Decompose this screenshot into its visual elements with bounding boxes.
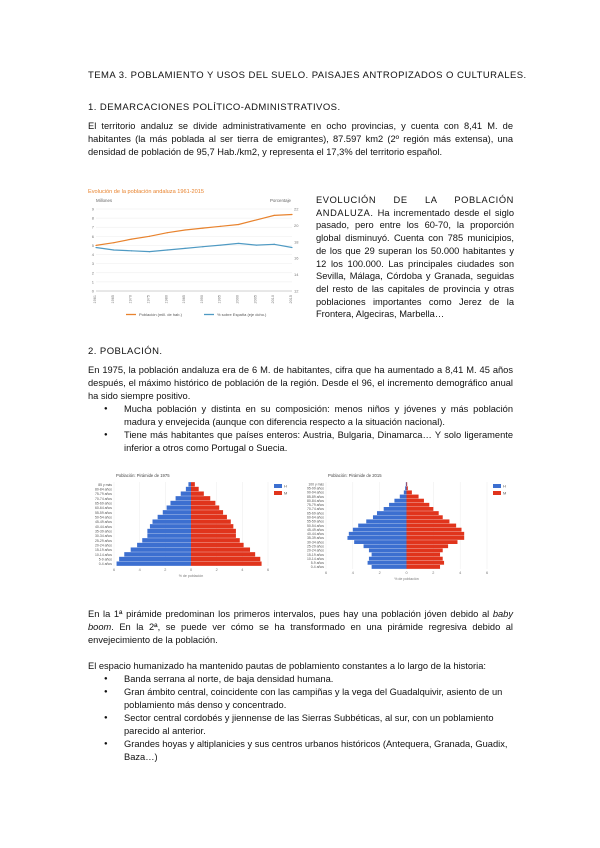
- bar-female: [191, 547, 250, 551]
- y-axis-left-label: Millones: [96, 198, 113, 203]
- bar-female: [407, 524, 457, 528]
- legend-swatch-male: [493, 484, 501, 488]
- category-label: 0-4 años: [310, 565, 324, 570]
- bar-male: [124, 552, 191, 556]
- bar-female: [191, 561, 262, 565]
- legend-label-female: M: [284, 490, 288, 496]
- bar-female: [407, 507, 434, 511]
- legend-label-male: H: [503, 483, 506, 489]
- bar-female: [191, 543, 244, 547]
- evolution-paragraph: [316, 194, 514, 321]
- category-label: 50-54 años: [307, 523, 324, 528]
- bar-male: [372, 553, 407, 557]
- list-item: ● Gran ámbito central, coincidente con las campiñas y la vega del Guadalquivir, asiento de un poblamiento más denso y concentrado.: [102, 686, 513, 712]
- bar-female: [407, 544, 449, 548]
- category-label: 85-89 años: [307, 494, 324, 499]
- bar-female: [191, 501, 215, 505]
- bar-female: [191, 538, 240, 542]
- section2-body: [88, 364, 513, 455]
- bar-male: [176, 496, 191, 500]
- category-label: 70-74 años: [95, 496, 112, 501]
- bar-male: [142, 538, 191, 542]
- data-point: [256, 244, 257, 245]
- data-point: [291, 247, 292, 248]
- bar-female: [191, 552, 255, 556]
- category-label: 35-39 años: [95, 529, 112, 534]
- legend-label: % sobre España (eje dcho.): [217, 312, 267, 317]
- bar-male: [186, 487, 191, 491]
- category-label: 5-9 años: [310, 561, 324, 566]
- x-tick-label: 1985: [182, 295, 187, 304]
- category-label: 100 y más: [308, 482, 324, 487]
- settlement-bullet-list: [102, 673, 513, 764]
- legend-label: Población (mill. de hab.): [139, 312, 182, 317]
- category-label: 55-59 años: [307, 519, 324, 524]
- bar-male: [394, 499, 406, 503]
- section2-paragraph: En 1975, la población andaluza era de 6 M. de habitantes, cifra que ha aumentado a 8,41 M. 45 años después, el máximo histórico de población de la región. Desde el 96, el incremento demográfico anual ha sido siempre positivo.: [88, 365, 513, 401]
- x-tick-label: 2: [215, 568, 218, 572]
- population-pyramid-2015: [296, 470, 521, 585]
- chart-title: Población: Pirámide de 1975: [116, 473, 170, 478]
- pyramids-text-part1: En la 1ª pirámide predominan los primeros intervalos, pues hay una población jóven debido al: [88, 609, 493, 619]
- x-tick-label: 2: [164, 568, 167, 572]
- section1-heading: 1. DEMARCACIONES POLÍTICO-ADMINISTRATIVOS.: [88, 102, 341, 113]
- data-point: [256, 219, 257, 220]
- x-tick-label: 1961: [93, 295, 97, 304]
- settlement-section: [88, 660, 513, 764]
- x-tick-label: 1980: [164, 295, 169, 304]
- bar-male: [119, 557, 191, 561]
- category-label: 85 y más: [98, 482, 112, 487]
- bar-male: [353, 528, 407, 532]
- bar-female: [407, 503, 430, 507]
- data-point: [113, 249, 114, 250]
- x-tick-label: 6: [485, 571, 489, 575]
- list-item: ● Sector central cordobés y jiennense de las Sierras Subbéticas, al sur, con un poblamiento parecido al anterior.: [102, 712, 513, 738]
- category-label: 45-49 años: [307, 527, 324, 532]
- data-point: [274, 244, 275, 245]
- category-label: 95-99 años: [307, 486, 324, 491]
- category-label: 35-39 años: [307, 536, 324, 541]
- bar-male: [349, 532, 407, 536]
- bar-female: [407, 557, 443, 561]
- x-tick-label: 0: [189, 568, 193, 572]
- chart-title: Población: Pirámide de 2015: [328, 473, 382, 478]
- category-label: 15-19 años: [307, 552, 324, 557]
- x-tick-label: 4: [138, 568, 141, 572]
- bar-male: [147, 529, 191, 533]
- section2-bullet-list: [102, 403, 513, 455]
- bar-male: [358, 524, 406, 528]
- x-tick-label: 4: [241, 568, 244, 572]
- data-point: [184, 229, 185, 230]
- x-tick-label: 6: [266, 568, 270, 572]
- y-tick-right: 14: [294, 272, 299, 278]
- x-tick-label: 0: [405, 571, 408, 575]
- y-tick-left: 0: [91, 288, 94, 294]
- category-label: 50-54 años: [95, 515, 112, 520]
- bar-female: [407, 532, 465, 536]
- x-tick-label: 2010: [271, 295, 276, 304]
- list-item: ● Tiene más habitantes que países enteros: Austria, Bulgaria, Dinamarca… Y solo ligeramente inferior a otros como Portugal o Suecia.: [102, 429, 513, 455]
- bar-female: [191, 505, 219, 509]
- category-label: 25-29 años: [307, 544, 324, 549]
- document-title: TEMA 3. POBLAMIENTO Y USOS DEL SUELO. PAISAJES ANTROPIZADOS O CULTURALES.: [88, 70, 527, 81]
- legend-label-female: M: [503, 490, 507, 496]
- bar-female: [407, 482, 408, 486]
- bar-male: [170, 501, 191, 505]
- category-label: 60-64 años: [307, 515, 324, 520]
- bar-male: [147, 533, 191, 537]
- chart-title: Evolución de la población andaluza 1961-2015: [88, 189, 205, 195]
- bar-male: [384, 507, 407, 511]
- chart-background: [86, 185, 301, 325]
- bar-female: [191, 524, 233, 528]
- data-point: [202, 228, 203, 229]
- y-tick-left: 7: [91, 224, 94, 230]
- bar-male: [188, 482, 191, 486]
- data-point: [131, 250, 132, 251]
- y-tick-right: 22: [294, 206, 299, 212]
- bar-female: [191, 533, 236, 537]
- bar-female: [407, 561, 445, 565]
- bar-female: [191, 491, 204, 495]
- bar-male: [405, 486, 406, 490]
- legend-label-male: H: [284, 483, 287, 489]
- x-axis-label: % de población: [178, 574, 204, 578]
- data-point: [220, 226, 221, 227]
- bar-male: [158, 515, 191, 519]
- category-label: 40-44 años: [95, 524, 112, 529]
- bar-male: [377, 511, 407, 515]
- section2-heading: 2. POBLACIÓN.: [88, 346, 163, 357]
- bar-male: [368, 561, 407, 565]
- data-point: [184, 248, 185, 249]
- bar-male: [373, 515, 407, 519]
- x-tick-label: 2005: [253, 295, 258, 304]
- evolution-text: Ha incrementado desde el siglo pasado, pero entre los 60-70, la proporción global disminuyó. Cuenta con 785 municipios, de los que 29 superan los 50.000 habitantes y 12 los 100.000. Las principales ciudades son Sevilla, Málaga, Córdoba y Granada, seguidas del resto de las capitales de provincia y otras poblaciones importantes como Jerez de la Frontera, Algeciras, Marbella…: [316, 207, 514, 320]
- bar-female: [407, 565, 441, 569]
- x-tick-label: 4: [459, 571, 462, 575]
- bar-male: [354, 540, 406, 544]
- bar-male: [406, 482, 407, 486]
- bar-male: [369, 557, 407, 561]
- bar-male: [163, 510, 191, 514]
- category-label: 55-59 años: [95, 510, 112, 515]
- data-point: [291, 214, 292, 215]
- data-point: [95, 247, 96, 248]
- bar-female: [407, 511, 439, 515]
- pyramids-text-part2: . En la 2ª, se puede ver cómo se ha transformado en una pirámide regresiva debido al envejecimiento de la población.: [88, 622, 513, 645]
- y-tick-right: 18: [294, 239, 299, 245]
- bar-female: [191, 557, 260, 561]
- bar-male: [404, 490, 407, 494]
- data-point: [167, 249, 168, 250]
- list-item: ● Mucha población y distinta en su composición: menos niños y jóvenes y más población madura y envejecida (aunque con diferencia respecto a la situación nacional).: [102, 403, 513, 429]
- category-label: 75-79 años: [95, 492, 112, 497]
- bar-male: [131, 547, 191, 551]
- y-tick-left: 1: [91, 279, 94, 285]
- category-label: 20-24 años: [95, 543, 112, 548]
- list-item: ● Grandes hoyas y altiplanicies y sus centros urbanos históricos (Antequera, Granada, Guadix, Baza…): [102, 738, 513, 764]
- category-label: 30-34 años: [307, 540, 324, 545]
- bar-male: [369, 548, 407, 552]
- bar-male: [137, 543, 191, 547]
- bar-female: [191, 487, 199, 491]
- data-point: [149, 236, 150, 237]
- category-label: 75-79 años: [307, 503, 324, 508]
- y-axis-right-label: Porcentaje: [270, 198, 291, 203]
- bar-female: [191, 496, 210, 500]
- bar-female: [191, 482, 195, 486]
- x-tick-label: 2015: [289, 295, 293, 304]
- category-label: 80-84 años: [307, 498, 324, 503]
- y-tick-left: 3: [91, 261, 94, 267]
- category-label: 15-19 años: [95, 548, 112, 553]
- x-tick-label: 2000: [235, 295, 240, 304]
- category-label: 80-84 años: [95, 487, 112, 492]
- category-label: 65-69 años: [307, 511, 324, 516]
- y-tick-left: 5: [91, 242, 94, 248]
- bar-female: [407, 490, 412, 494]
- bar-male: [366, 519, 406, 523]
- bar-male: [364, 544, 407, 548]
- y-tick-left: 9: [91, 206, 94, 212]
- x-tick-label: 6: [324, 571, 328, 575]
- pyramids-paragraph: [88, 608, 513, 647]
- section1-paragraph: El territorio andaluz se divide administrativamente en ocho provincias, y cuenta con 8,41 M. de habitantes (la más poblada al ser tierra de emigrantes), 87.597 km2 (2º región más extensa), una densidad de población de 95,7 Hab./km2, y representa el 17,3% del territorio español.: [88, 121, 513, 157]
- bar-male: [389, 503, 406, 507]
- bar-female: [407, 486, 408, 490]
- bar-female: [407, 515, 443, 519]
- category-label: 5-9 años: [98, 557, 112, 562]
- bar-female: [407, 548, 443, 552]
- category-label: 40-44 años: [307, 532, 324, 537]
- bar-male: [150, 524, 191, 528]
- bar-female: [407, 540, 458, 544]
- category-label: 65-69 años: [95, 501, 112, 506]
- x-tick-label: 1990: [199, 295, 204, 304]
- x-tick-label: 2: [378, 571, 381, 575]
- y-tick-left: 2: [91, 270, 94, 276]
- data-point: [238, 243, 239, 244]
- evolution-heading: EVOLUCIÓN DE LA POBLACIÓN ANDALUZA.: [316, 195, 514, 218]
- data-point: [167, 232, 168, 233]
- y-tick-left: 8: [91, 215, 94, 221]
- category-label: 25-29 años: [95, 538, 112, 543]
- category-label: 10-14 años: [95, 552, 112, 557]
- population-evolution-chart: [86, 185, 301, 325]
- x-tick-label: 6: [112, 568, 116, 572]
- bar-male: [153, 519, 192, 523]
- data-point: [202, 246, 203, 247]
- bar-female: [191, 510, 223, 514]
- bar-male: [117, 561, 191, 565]
- legend-swatch-female: [274, 491, 282, 495]
- bar-female: [407, 536, 465, 540]
- data-point: [95, 245, 96, 246]
- data-point: [131, 238, 132, 239]
- settlement-lead: El espacio humanizado ha mantenido pautas de poblamiento constantes a lo largo de la historia:: [88, 661, 486, 671]
- bar-male: [181, 491, 191, 495]
- list-item: ● Banda serrana al norte, de baja densidad humana.: [102, 673, 513, 686]
- bar-female: [407, 553, 441, 557]
- category-label: 10-14 años: [307, 556, 324, 561]
- bar-female: [407, 528, 462, 532]
- legend-swatch-male: [274, 484, 282, 488]
- x-axis-label: % de población: [394, 577, 419, 581]
- data-point: [220, 244, 221, 245]
- category-label: 20-24 años: [307, 548, 324, 553]
- data-point: [274, 215, 275, 216]
- bar-male: [167, 505, 191, 509]
- population-pyramid-1975: [84, 470, 302, 582]
- y-tick-right: 12: [294, 288, 299, 294]
- x-tick-label: 2: [432, 571, 435, 575]
- data-point: [113, 242, 114, 243]
- category-label: 0-4 años: [98, 562, 112, 567]
- bar-female: [407, 499, 424, 503]
- bar-male: [372, 565, 407, 569]
- category-label: 90-94 años: [307, 490, 324, 495]
- x-tick-label: 4: [351, 571, 354, 575]
- x-tick-label: 1970: [128, 295, 133, 304]
- legend-swatch-female: [493, 491, 501, 495]
- category-label: 60-64 años: [95, 506, 112, 511]
- data-point: [238, 224, 239, 225]
- category-label: 30-34 años: [95, 534, 112, 539]
- y-tick-right: 20: [294, 222, 299, 228]
- bar-female: [191, 519, 231, 523]
- data-point: [149, 251, 150, 252]
- bar-female: [407, 519, 450, 523]
- x-tick-label: 1995: [217, 295, 222, 304]
- y-tick-left: 6: [91, 233, 94, 239]
- bar-male: [400, 495, 407, 499]
- bar-male: [347, 536, 406, 540]
- x-tick-label: 1965: [110, 295, 115, 304]
- bar-female: [191, 515, 227, 519]
- bar-female: [407, 495, 419, 499]
- category-label: 70-74 años: [307, 507, 324, 512]
- y-tick-right: 16: [294, 255, 299, 261]
- x-tick-label: 1975: [146, 295, 151, 304]
- category-label: 45-49 años: [95, 520, 112, 525]
- pyramids-text-emphasis: baby boom: [88, 609, 513, 632]
- bar-female: [191, 529, 236, 533]
- y-tick-left: 4: [91, 252, 94, 258]
